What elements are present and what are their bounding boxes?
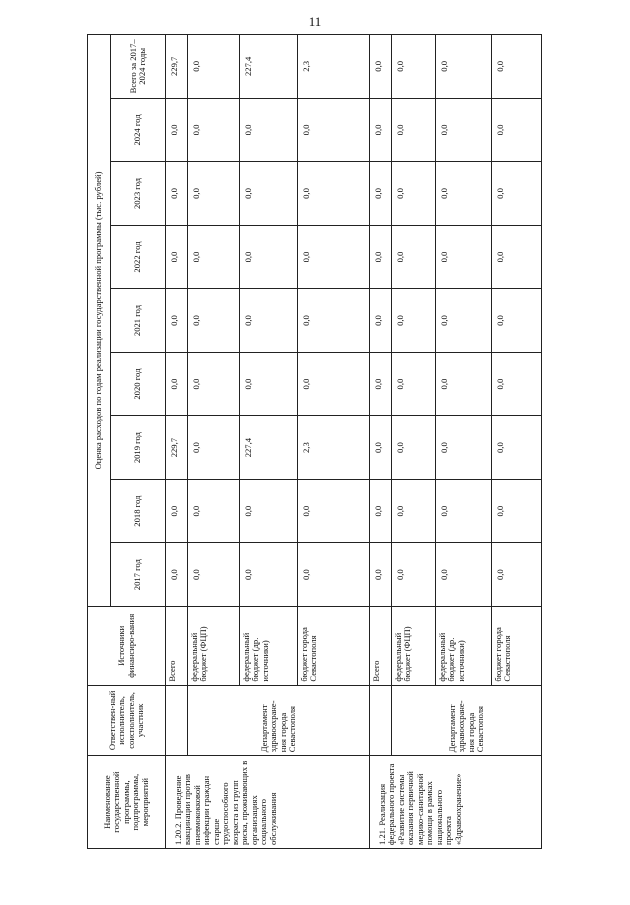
year-value: 0,0 [188,162,240,226]
header-year: 2017 год [111,543,166,607]
table-row [392,35,436,849]
header-year-total: Всего за 2017–2024 годы [111,35,166,99]
year-value: 0,0 [188,416,240,480]
header-year: 2023 год [111,162,166,226]
total-value: 0,0 [492,35,542,99]
year-value: 0,0 [436,352,492,416]
year-value: 0,0 [188,479,240,543]
year-value: 227,4 [240,416,298,480]
header-year: 2020 год [111,352,166,416]
year-value: 0,0 [492,289,542,353]
year-value: 2,3 [298,416,370,480]
total-value: 0,0 [436,35,492,99]
year-value: 0,0 [166,98,188,162]
year-value: 0,0 [240,162,298,226]
year-value: 0,0 [240,98,298,162]
year-value: 0,0 [166,479,188,543]
header-year: 2024 год [111,98,166,162]
total-value: 0,0 [188,35,240,99]
rotated-table-container [87,34,529,849]
table-row [188,35,240,849]
funding-source: федеральный бюджет (др. источники) [240,606,298,685]
year-value: 0,0 [370,98,392,162]
year-value: 0,0 [392,543,436,607]
year-value: 0,0 [166,162,188,226]
year-value: 0,0 [298,352,370,416]
header-row-top [88,35,111,849]
year-value: 0,0 [392,98,436,162]
year-value: 0,0 [298,543,370,607]
total-value: 229,7 [166,35,188,99]
year-value: 0,0 [298,98,370,162]
year-value: 0,0 [188,98,240,162]
year-value: 0,0 [370,289,392,353]
year-value: 0,0 [492,98,542,162]
year-value: 0,0 [392,225,436,289]
funding-source: бюджет города Севастополя [492,606,542,685]
budget-table [87,34,542,849]
table-row [370,35,392,849]
year-value: 0,0 [492,162,542,226]
year-value: 0,0 [492,543,542,607]
executor-empty-cell [370,685,392,756]
executor-empty-cell [166,685,188,756]
year-value: 0,0 [298,289,370,353]
header-source: Источники финансиро-вания [88,606,166,685]
year-value: 0,0 [392,416,436,480]
year-value: 0,0 [188,543,240,607]
year-value: 229,7 [166,416,188,480]
year-value: 0,0 [298,162,370,226]
table-body [166,35,542,849]
year-value: 0,0 [188,352,240,416]
year-value: 0,0 [492,479,542,543]
year-value: 0,0 [166,225,188,289]
year-value: 0,0 [240,352,298,416]
year-value: 0,0 [370,162,392,226]
year-value: 0,0 [492,225,542,289]
year-value: 0,0 [392,479,436,543]
funding-source: федеральный бюджет (ФЦП) [188,606,240,685]
year-value: 0,0 [166,289,188,353]
year-value: 0,0 [370,479,392,543]
year-value: 0,0 [436,479,492,543]
header-executor: Ответствен-ный исполнитель, соисполнитель, участник [88,685,166,756]
funding-source: федеральный бюджет (ФЦП) [392,606,436,685]
header-name: Наименование государственной программы, подпрограммы, мероприятий [88,756,166,849]
header-year: 2021 год [111,289,166,353]
year-value: 0,0 [188,289,240,353]
year-value: 0,0 [370,543,392,607]
total-value: 0,0 [370,35,392,99]
year-value: 0,0 [436,416,492,480]
funding-source: Всего [370,606,392,685]
responsible-executor: Департамент здравоохране-ния города Севастополя [392,685,542,756]
year-value: 0,0 [436,162,492,226]
header-year: 2022 год [111,225,166,289]
year-value: 0,0 [240,543,298,607]
year-value: 0,0 [392,352,436,416]
header-year: 2019 год [111,416,166,480]
year-value: 0,0 [492,352,542,416]
year-value: 0,0 [436,225,492,289]
year-value: 0,0 [436,543,492,607]
year-value: 0,0 [166,352,188,416]
funding-source: федеральный бюджет (др. источники) [436,606,492,685]
year-value: 0,0 [492,416,542,480]
year-value: 0,0 [298,479,370,543]
total-value: 0,0 [392,35,436,99]
funding-source: бюджет города Севастополя [298,606,370,685]
header-estimate: Оценка расходов по годам реализации государственной программы (тыс. рублей) [88,35,111,607]
total-value: 2,3 [298,35,370,99]
year-value: 0,0 [166,543,188,607]
year-value: 0,0 [240,479,298,543]
year-value: 0,0 [370,225,392,289]
year-value: 0,0 [240,289,298,353]
year-value: 0,0 [436,98,492,162]
total-value: 227,4 [240,35,298,99]
year-value: 0,0 [436,289,492,353]
funding-source: Всего [166,606,188,685]
year-value: 0,0 [370,352,392,416]
page-number: 11 [308,14,322,29]
header-year: 2018 год [111,479,166,543]
year-value: 0,0 [392,289,436,353]
measure-name: 1.21. Реализация федерального проекта «Развитие системы оказания первичной медико-санитарной помощи в рамках национального проекта «Здравоохранение» [370,756,542,849]
year-value: 0,0 [370,416,392,480]
year-value: 0,0 [298,225,370,289]
responsible-executor: Департамент здравоохране-ния города Севастополя [188,685,370,756]
year-value: 0,0 [392,162,436,226]
year-value: 0,0 [240,225,298,289]
table-row [166,35,188,849]
year-value: 0,0 [188,225,240,289]
measure-name: 1.20.2. Проведение вакцинации против пневмококковой инфекции граждан старше трудоспособного возраста из групп риска, проживающих в организациях социального обслуживания [166,756,370,849]
